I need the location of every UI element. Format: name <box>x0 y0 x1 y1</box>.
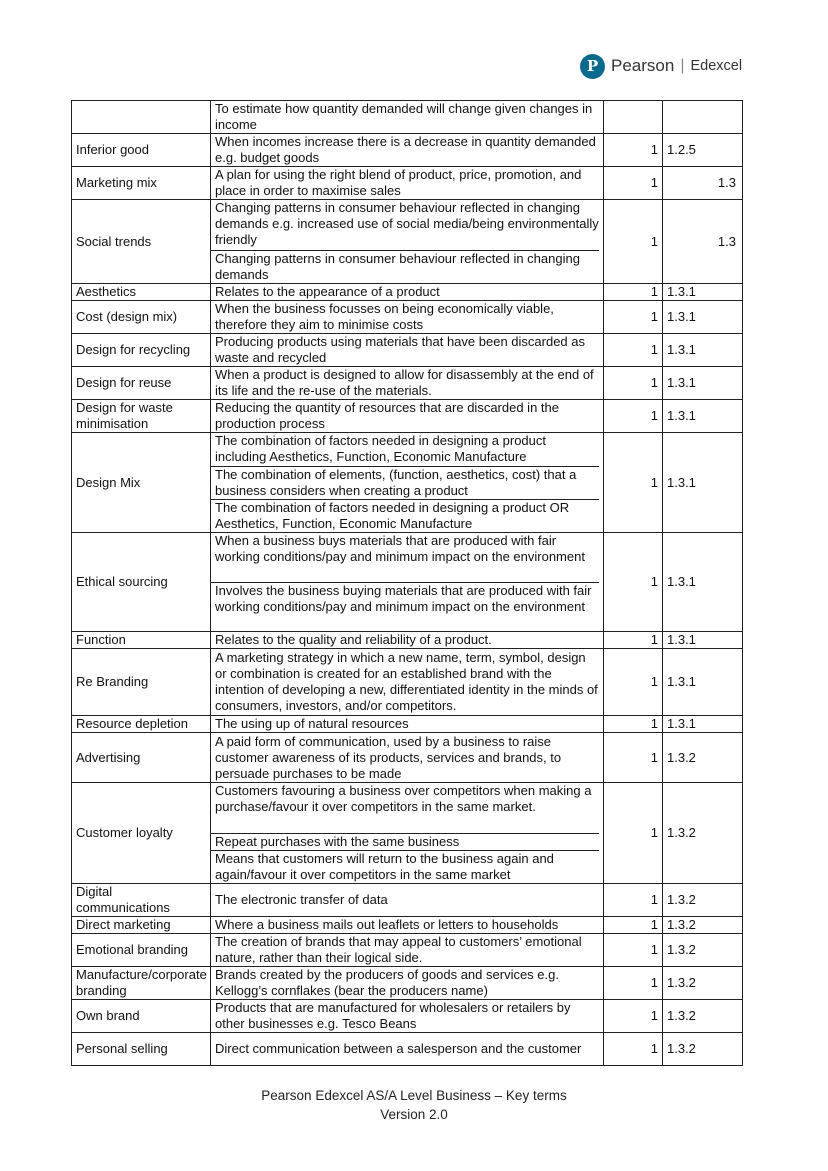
spec-reference-cell: 1.3.2 <box>663 934 743 967</box>
table-row <box>72 101 743 134</box>
spec-reference-cell: 1.3.2 <box>663 884 743 917</box>
term-cell: Inferior good <box>72 134 211 167</box>
mark-cell: 1 <box>604 884 663 917</box>
mark-cell: 1 <box>604 301 663 334</box>
table-row <box>72 134 743 167</box>
spec-reference-cell: 1.3.2 <box>663 1000 743 1033</box>
table-row <box>72 400 743 433</box>
term-cell: Customer loyalty <box>72 783 211 884</box>
term-cell: Ethical sourcing <box>72 533 211 632</box>
mark-cell: 1 <box>604 367 663 400</box>
spec-reference-cell: 1.3.1 <box>663 533 743 632</box>
definition-cell <box>211 101 604 134</box>
definition-text: Customers favouring a business over competitors when making a purchase/favour it over competitors in the same market. <box>215 783 592 814</box>
term-cell: Design for reuse <box>72 367 211 400</box>
table-row <box>72 1033 743 1066</box>
spec-reference-cell: 1.3.1 <box>663 284 743 301</box>
term-cell: Manufacture/corporate branding <box>72 967 211 1000</box>
table-row <box>72 284 743 301</box>
definition-cell <box>211 367 604 400</box>
term-cell: Emotional branding <box>72 934 211 967</box>
term-cell <box>72 101 211 134</box>
spec-reference-cell: 1.3 <box>663 200 743 284</box>
spec-reference-cell: 1.3 <box>663 167 743 200</box>
spec-reference-cell: 1.3.1 <box>663 400 743 433</box>
definition-text: Reducing the quantity of resources that are discarded in the production process <box>215 400 559 431</box>
definition-text: A paid form of communication, used by a business to raise customer awareness of its products, services and brands, to persuade purchases to be made <box>215 733 562 781</box>
term-cell: Digital communications <box>72 884 211 917</box>
footer-version: Version 2.0 <box>380 1107 448 1122</box>
pearson-logo <box>580 53 742 79</box>
table-row <box>72 533 743 632</box>
spec-reference-cell: 1.3.1 <box>663 632 743 649</box>
table-row <box>72 917 743 934</box>
mark-cell: 1 <box>604 334 663 367</box>
definition-cell <box>211 134 604 167</box>
definition-text: The combination of factors needed in designing a product OR Aesthetics, Function, Economic Manufacture <box>211 499 599 532</box>
term-cell: Design Mix <box>72 433 211 533</box>
definition-text: Changing patterns in consumer behaviour reflected in changing demands e.g. increased use of social media/being environmentally friendly <box>215 200 599 247</box>
spec-reference-cell: 1.3.2 <box>663 917 743 934</box>
definition-text: When incomes increase there is a decrease in quantity demanded e.g. budget goods <box>215 134 596 165</box>
table-row <box>72 934 743 967</box>
definition-cell <box>211 167 604 200</box>
mark-cell: 1 <box>604 433 663 533</box>
spec-reference-cell: 1.3.2 <box>663 783 743 884</box>
definition-text: The combination of factors needed in designing a product including Aesthetics, Function, Economic Manufacture <box>215 433 546 464</box>
definition-cell <box>211 967 604 1000</box>
definition-cell <box>211 301 604 334</box>
term-cell: Resource depletion <box>72 716 211 733</box>
definition-text: Repeat purchases with the same business <box>211 833 599 850</box>
definition-cell <box>211 334 604 367</box>
table-row <box>72 884 743 917</box>
mark-cell: 1 <box>604 167 663 200</box>
logo-name: Pearson <box>611 56 675 75</box>
definition-text: Changing patterns in consumer behaviour reflected in changing demands <box>211 250 599 283</box>
term-cell: Marketing mix <box>72 167 211 200</box>
definition-cell <box>211 934 604 967</box>
definition-text: When the business focusses on being economically viable, therefore they aim to minimise costs <box>215 301 554 332</box>
table-row <box>72 301 743 334</box>
definition-cell <box>211 433 604 533</box>
logo-subname: Edexcel <box>690 58 743 74</box>
page-footer <box>0 1086 828 1124</box>
definition-text: The electronic transfer of data <box>215 892 388 907</box>
definition-cell <box>211 632 604 649</box>
table-row <box>72 367 743 400</box>
mark-cell: 1 <box>604 733 663 783</box>
mark-cell: 1 <box>604 1000 663 1033</box>
definition-text: Producing products using materials that have been discarded as waste and recycled <box>215 334 585 365</box>
footer-title: Pearson Edexcel AS/A Level Business – Key terms <box>261 1088 567 1103</box>
definition-cell <box>211 284 604 301</box>
definition-text: Products that are manufactured for wholesalers or retailers by other businesses e.g. Tesco Beans <box>215 1000 571 1031</box>
spec-reference-cell: 1.3.1 <box>663 433 743 533</box>
logo-separator: | <box>680 57 685 74</box>
definition-cell <box>211 917 604 934</box>
mark-cell: 1 <box>604 284 663 301</box>
definition-text: Relates to the quality and reliability of a product. <box>215 632 492 647</box>
definition-cell <box>211 649 604 716</box>
definition-cell <box>211 200 604 284</box>
term-cell: Social trends <box>72 200 211 284</box>
definition-text: When a business buys materials that are produced with fair working conditions/pay and minimum impact on the environment <box>215 533 585 564</box>
definition-text: The combination of elements, (function, aesthetics, cost) that a business considers when creating a product <box>211 466 599 499</box>
spec-reference-cell: 1.3.1 <box>663 301 743 334</box>
table-row <box>72 433 743 533</box>
definition-text: Where a business mails out leaflets or letters to households <box>215 917 559 932</box>
mark-cell: 1 <box>604 649 663 716</box>
term-cell: Advertising <box>72 733 211 783</box>
definition-cell <box>211 884 604 917</box>
mark-cell: 1 <box>604 632 663 649</box>
mark-cell: 1 <box>604 400 663 433</box>
definition-cell <box>211 733 604 783</box>
definition-cell <box>211 400 604 433</box>
definition-text: Direct communication between a salesperson and the customer <box>215 1041 582 1056</box>
term-cell: Direct marketing <box>72 917 211 934</box>
definition-cell <box>211 1033 604 1066</box>
spec-reference-cell: 1.3.1 <box>663 367 743 400</box>
table-row <box>72 733 743 783</box>
definition-text: Involves the business buying materials that are produced with fair working conditions/pay and minimum impact on the environment <box>211 582 599 631</box>
table-row <box>72 334 743 367</box>
mark-cell: 1 <box>604 1033 663 1066</box>
definition-cell <box>211 783 604 884</box>
term-cell: Cost (design mix) <box>72 301 211 334</box>
term-cell: Own brand <box>72 1000 211 1033</box>
definition-cell <box>211 716 604 733</box>
term-cell: Design for recycling <box>72 334 211 367</box>
table-row <box>72 1000 743 1033</box>
mark-cell: 1 <box>604 967 663 1000</box>
definition-text: A plan for using the right blend of product, price, promotion, and place in order to maximise sales <box>215 167 582 198</box>
table-row <box>72 967 743 1000</box>
definition-text: Relates to the appearance of a product <box>215 284 440 299</box>
mark-cell: 1 <box>604 917 663 934</box>
table-row <box>72 167 743 200</box>
mark-cell: 1 <box>604 533 663 632</box>
table-row <box>72 716 743 733</box>
table-row <box>72 632 743 649</box>
spec-reference-cell: 1.2.5 <box>663 134 743 167</box>
spec-reference-cell: 1.3.1 <box>663 649 743 716</box>
term-cell: Design for waste minimisation <box>72 400 211 433</box>
spec-reference-cell: 1.3.1 <box>663 334 743 367</box>
spec-reference-cell: 1.3.1 <box>663 716 743 733</box>
table-row <box>72 649 743 716</box>
table-row <box>72 200 743 284</box>
definition-text: Brands created by the producers of goods and services e.g. Kellogg’s cornflakes (bear the producers name) <box>215 967 559 998</box>
spec-reference-cell: 1.3.2 <box>663 1033 743 1066</box>
definition-text: Means that customers will return to the business again and again/favour it over competitors in the same market <box>211 850 599 883</box>
definition-cell <box>211 533 604 632</box>
mark-cell: 1 <box>604 716 663 733</box>
term-cell: Function <box>72 632 211 649</box>
definition-text: The using up of natural resources <box>215 716 409 731</box>
definition-text: The creation of brands that may appeal to customers’ emotional nature, rather than their logical side. <box>215 934 582 965</box>
spec-reference-cell <box>663 101 743 134</box>
mark-cell: 1 <box>604 200 663 284</box>
key-terms-table <box>71 100 743 1066</box>
mark-cell: 1 <box>604 134 663 167</box>
term-cell: Aesthetics <box>72 284 211 301</box>
spec-reference-cell: 1.3.2 <box>663 967 743 1000</box>
term-cell: Re Branding <box>72 649 211 716</box>
definition-text: When a product is designed to allow for disassembly at the end of its life and the re-use of the materials. <box>215 367 594 398</box>
pearson-logo-icon: P <box>580 54 605 79</box>
spec-reference-cell: 1.3.2 <box>663 733 743 783</box>
definition-text: To estimate how quantity demanded will change given changes in income <box>215 101 593 132</box>
mark-cell: 1 <box>604 934 663 967</box>
term-cell: Personal selling <box>72 1033 211 1066</box>
definition-cell <box>211 1000 604 1033</box>
definition-text: A marketing strategy in which a new name, term, symbol, design or combination is created for an established brand with the intention of developing a new, differentiated identity in the minds of consumers, investors, and/or competitors. <box>215 650 598 713</box>
mark-cell: 1 <box>604 783 663 884</box>
mark-cell <box>604 101 663 134</box>
table-row <box>72 783 743 884</box>
